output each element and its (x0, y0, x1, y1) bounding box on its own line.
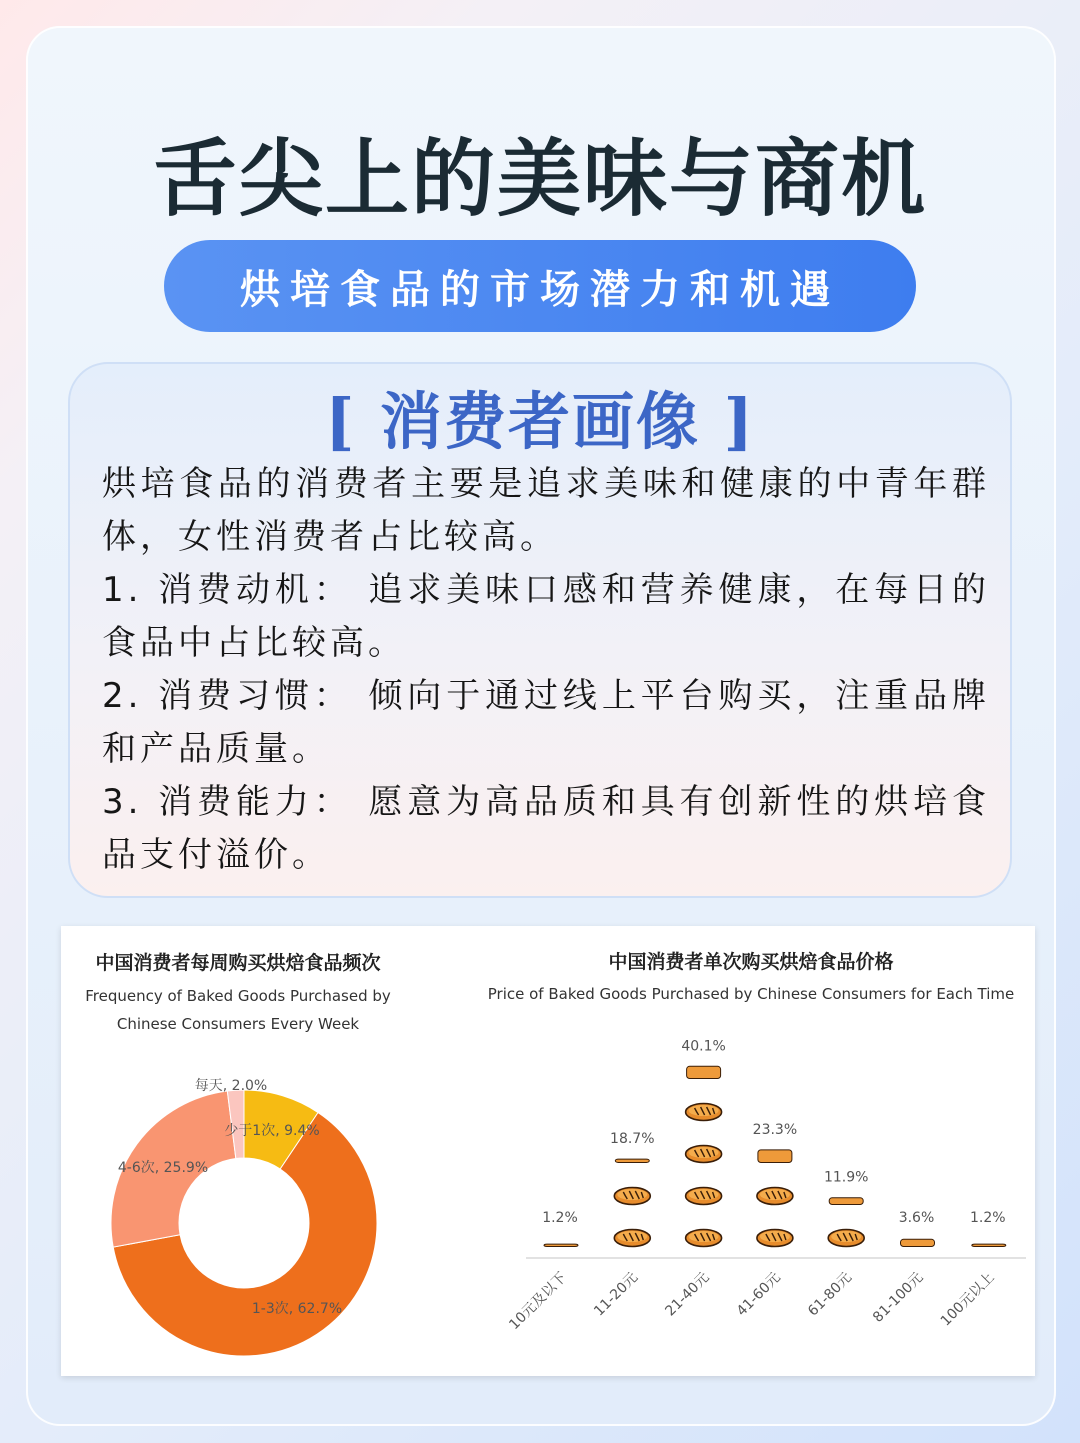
price-category-label: 100元以上 (937, 1269, 998, 1330)
price-value-label: 3.6% (898, 1210, 935, 1226)
slice-label-less-than-once: 少于1次, 9.4% (224, 1123, 320, 1139)
profile-point-ability: 3. 消费能力： 愿意为高品质和具有创新性的烘培食品支付溢价。 (102, 782, 990, 875)
bread-icon-partial (829, 1198, 863, 1205)
bread-icon (614, 1230, 650, 1247)
bread-icon-partial (687, 1066, 721, 1078)
price-value-label: 18.7% (610, 1131, 655, 1148)
bread-icon (757, 1230, 793, 1247)
price-category-label: 41-60元 (733, 1269, 784, 1320)
slice-label-4-6-times: 4-6次, 25.9% (117, 1160, 209, 1176)
bread-icon (686, 1104, 722, 1121)
bread-icon-partial (544, 1244, 578, 1246)
charts-panel (61, 926, 1035, 1376)
price-value-label: 40.1% (681, 1038, 726, 1055)
price-category-label: 11-20元 (591, 1269, 642, 1320)
price-bar-1 (614, 1159, 650, 1246)
donut-chart-title: 中国消费者每周购买烘焙食品频次 (95, 952, 381, 974)
slice-label-daily: 每天, 2.0% (194, 1078, 268, 1094)
bread-icon-partial (758, 1150, 792, 1163)
profile-body (102, 458, 990, 882)
profile-point-motivation: 1. 消费动机： 追求美味口感和营养健康，在每日的食品中占比较高。 (102, 570, 990, 663)
bread-icon-partial (972, 1244, 1006, 1246)
bread-icon (686, 1188, 722, 1205)
price-value-label: 11.9% (823, 1169, 869, 1186)
slice-label-1-3-times: 1-3次, 62.7% (251, 1301, 343, 1317)
price-bar-0 (544, 1244, 578, 1246)
price-bar-5 (901, 1239, 935, 1246)
bread-icon-partial (901, 1239, 935, 1246)
price-category-label: 21-40元 (662, 1269, 713, 1320)
price-chart-bars (506, 1038, 1005, 1333)
bread-icon (686, 1146, 722, 1163)
price-bar-6 (972, 1244, 1006, 1246)
price-chart-subtitle: Price of Baked Goods Purchased by Chinese Consumers for Each Time (487, 985, 1015, 1003)
price-category-label: 10元及以下 (506, 1269, 570, 1334)
subtitle-banner (164, 240, 916, 332)
profile-point-habit: 2. 消费习惯： 倾向于通过线上平台购买，注重品牌和产品质量。 (102, 676, 990, 769)
price-value-label: 1.2% (542, 1210, 578, 1226)
price-bar-2 (686, 1066, 722, 1246)
profile-intro: 烘培食品的消费者主要是追求美味和健康的中青年群体，女性消费者占比较高。 (102, 464, 990, 557)
price-chart-title: 中国消费者单次购买烘焙食品价格 (608, 951, 894, 973)
bread-icon (686, 1230, 722, 1247)
price-value-label: 1.2% (970, 1210, 1006, 1226)
price-bar-3 (757, 1150, 793, 1247)
price-bar-4 (828, 1198, 864, 1247)
donut-chart-subtitle-line1: Frequency of Baked Goods Purchased by (85, 987, 391, 1005)
price-category-label: 81-100元 (870, 1269, 927, 1326)
bread-icon (614, 1188, 650, 1205)
profile-heading: [ 消费者画像 ] (325, 385, 755, 458)
page-title: 舌尖上的美味与商机 (152, 129, 927, 228)
price-category-label: 61-80元 (805, 1269, 856, 1320)
bread-icon (828, 1230, 864, 1247)
bread-icon (757, 1188, 793, 1205)
charts-svg (61, 926, 1035, 1376)
bread-icon-partial (615, 1159, 649, 1162)
subtitle-text: 烘培食品的市场潜力和机遇 (240, 265, 840, 313)
donut-chart-subtitle-line2: Chinese Consumers Every Week (116, 1015, 360, 1033)
price-value-label: 23.3% (752, 1121, 798, 1138)
